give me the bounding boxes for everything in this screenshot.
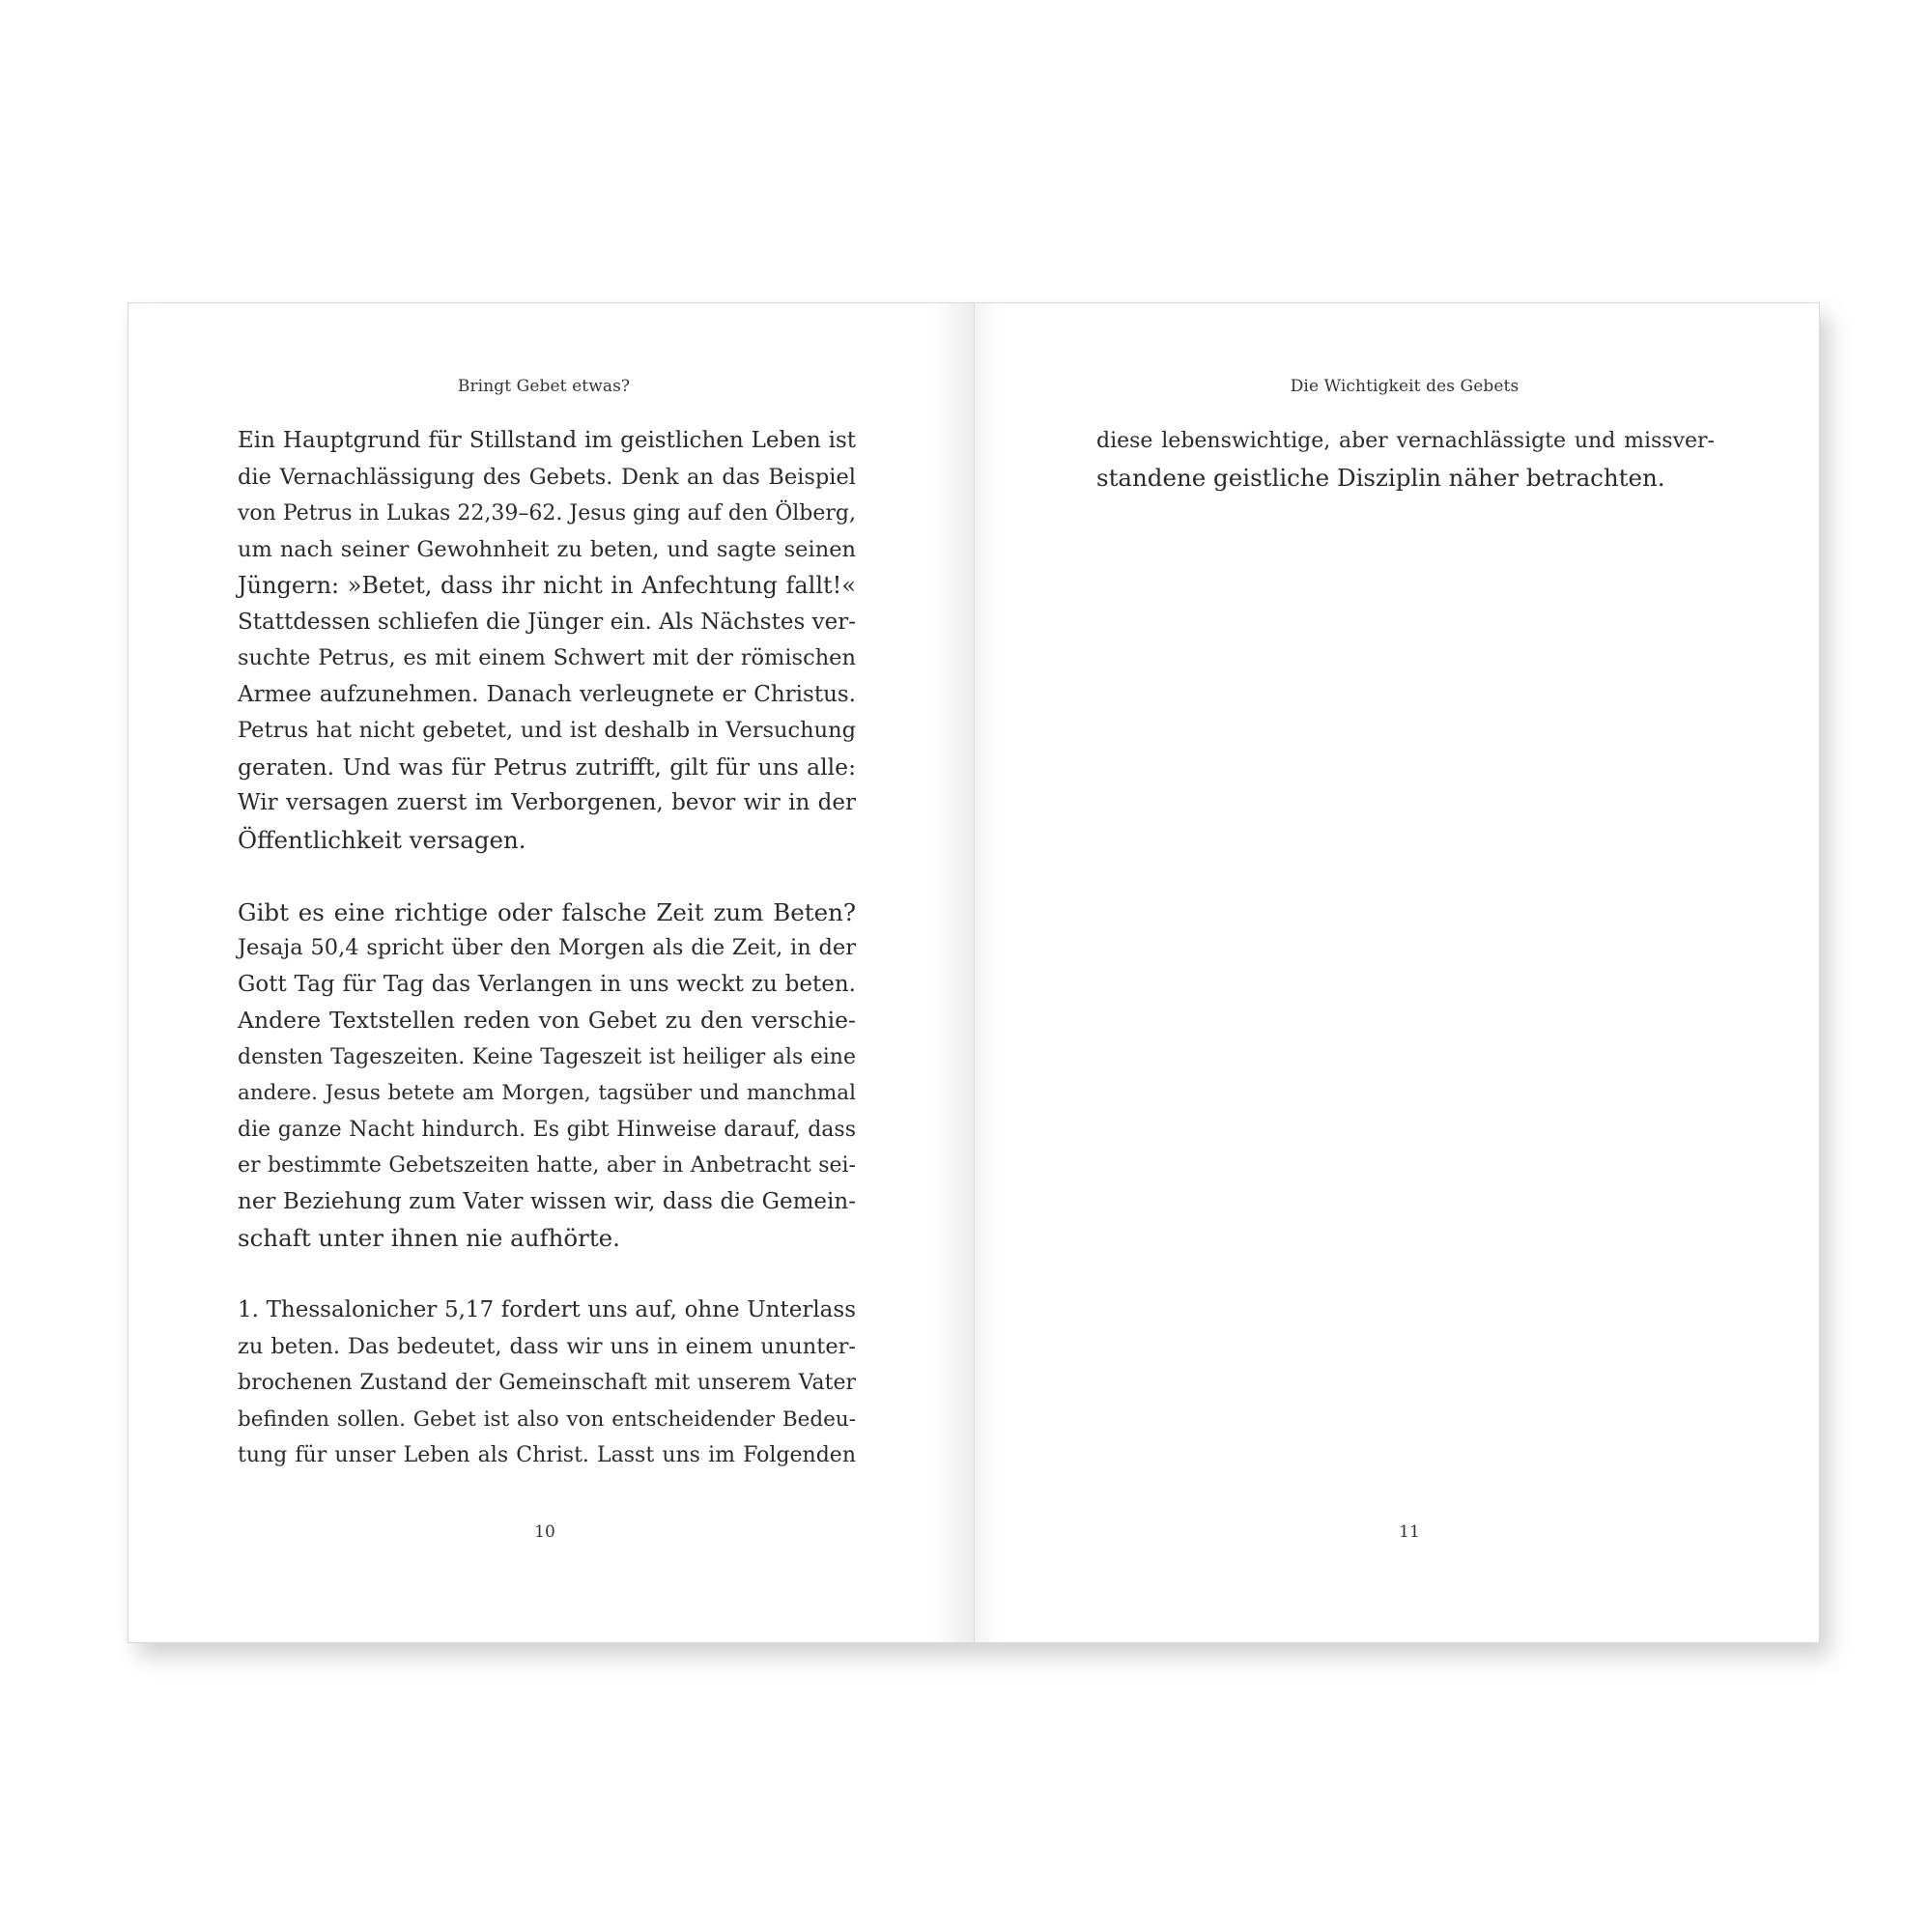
paragraph-gap (238, 1257, 856, 1293)
text-line: ner Beziehung zum Vater wissen wir, dass die Gemein- (238, 1188, 856, 1214)
text-line: Ein Hauptgrund für Stillstand im geistlichen Leben ist (238, 428, 856, 453)
text-line: Jesaja 50,4 spricht über den Morgen als die Zeit, in der (238, 935, 856, 960)
text-line: befinden sollen. Gebet ist also von entscheidender Bedeu- (238, 1406, 856, 1432)
right-page (974, 303, 1819, 1642)
text-line: Armee aufzunehmen. Danach verleugnete er Christus. (238, 681, 856, 707)
text-line: Öffentlichkeit versagen. (238, 825, 526, 854)
page-number-right: 11 (1399, 1522, 1420, 1542)
text-line: densten Tageszeiten. Keine Tageszeit ist heiliger als eine (238, 1044, 856, 1069)
text-line: Gott Tag für Tag das Verlangen in uns weckt zu beten. (238, 971, 856, 997)
paragraph-gap (238, 858, 856, 895)
text-line: Petrus hat nicht gebetet, und ist deshalb in Versuchung (238, 718, 856, 743)
text-line: Gibt es eine richtige oder falsche Zeit zum Beten? (238, 897, 856, 926)
text-line: von Petrus in Lukas 22,39–62. Jesus ging auf den Ölberg, (238, 501, 856, 526)
text-line: Jüngern: »Betet, dass ihr nicht in Anfechtung fallt!« (238, 572, 856, 599)
page-number-left: 10 (534, 1522, 555, 1542)
text-line: Stattdessen schliefen die Jünger ein. Als Nächstes ver- (238, 609, 856, 635)
book-spread (128, 302, 1820, 1643)
text-line: 1. Thessalonicher 5,17 fordert uns auf, ohne Unterlass (238, 1297, 856, 1322)
text-line: andere. Jesus betete am Morgen, tagsüber und manchmal (238, 1081, 856, 1105)
text-line: standene geistliche Disziplin näher betrachten. (1096, 463, 1665, 492)
text-line: schaft unter ihnen nie aufhörte. (238, 1224, 620, 1252)
body-text-left (238, 423, 856, 1474)
text-line: Wir versagen zuerst im Verborgenen, bevor wir in der (238, 790, 856, 815)
text-line: tung für unser Leben als Christ. Lasst uns im Folgenden (238, 1443, 856, 1467)
text-line: er bestimmte Gebetszeiten hatte, aber in Anbetracht sei- (238, 1153, 856, 1178)
running-head-right: Die Wichtigkeit des Gebets (1290, 377, 1520, 396)
text-line: suchte Petrus, es mit einem Schwert mit der römischen (238, 645, 856, 670)
text-line: brochenen Zustand der Gemeinschaft mit unserem Vater (238, 1371, 856, 1395)
text-line: diese lebenswichtige, aber vernachlässigte und missver- (1096, 429, 1715, 453)
running-head-left: Bringt Gebet etwas? (457, 377, 631, 396)
text-line: geraten. Und was für Petrus zutrifft, gilt für uns alle: (238, 753, 856, 781)
text-line: um nach seiner Gewohnheit zu beten, und sagte seinen (238, 536, 856, 562)
text-line: die ganze Nacht hindurch. Es gibt Hinweise darauf, dass (238, 1117, 856, 1142)
text-line: Andere Textstellen reden von Gebet zu den verschie- (238, 1007, 856, 1034)
text-line: zu beten. Das bedeutet, dass wir uns in einem ununter- (238, 1333, 856, 1359)
text-line: die Vernachlässigung des Gebets. Denk an das Beispiel (238, 464, 856, 490)
left-page (128, 303, 974, 1642)
body-text-right (1096, 423, 1715, 496)
